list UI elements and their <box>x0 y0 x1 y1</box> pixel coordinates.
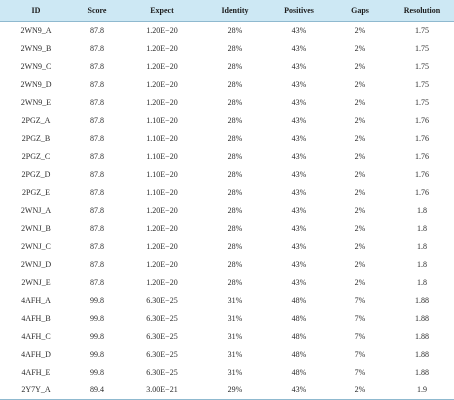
column-header-expect: Expect <box>122 0 202 21</box>
positives-cell: 43% <box>291 97 307 107</box>
column-header-gaps: Gaps <box>330 0 390 21</box>
score-cell: 87.8 <box>90 61 104 71</box>
positives-cell: 43% <box>291 205 307 215</box>
table-row <box>0 345 454 363</box>
score-cell: 99.8 <box>90 295 104 305</box>
resolution-cell: 1.88 <box>415 367 429 377</box>
identity-cell: 28% <box>227 43 243 53</box>
gaps-cell: 2% <box>354 205 366 215</box>
expect-cell: 1.20E−20 <box>146 79 178 89</box>
expect-cell: 1.20E−20 <box>146 205 178 215</box>
column-header-score: Score <box>72 0 122 21</box>
table-header <box>0 0 454 21</box>
gaps-cell: 2% <box>354 277 366 287</box>
identity-cell: 28% <box>227 79 243 89</box>
column-header-positives: Positives <box>268 0 330 21</box>
resolution-cell: 1.75 <box>415 43 429 53</box>
positives-cell: 43% <box>291 259 307 269</box>
resolution-cell: 1.8 <box>417 223 427 233</box>
resolution-cell: 1.76 <box>415 133 429 143</box>
score-cell: 87.8 <box>90 151 104 161</box>
gaps-cell: 7% <box>354 349 366 359</box>
id-cell: 4AFH_C <box>21 331 51 341</box>
identity-cell: 28% <box>227 277 243 287</box>
expect-cell: 1.10E−20 <box>146 169 178 179</box>
identity-cell: 28% <box>227 151 243 161</box>
positives-cell: 48% <box>291 295 307 305</box>
table-body <box>0 21 454 399</box>
score-cell: 87.8 <box>90 79 104 89</box>
expect-cell: 6.30E−25 <box>146 295 178 305</box>
gaps-cell: 2% <box>354 61 366 71</box>
resolution-cell: 1.8 <box>417 259 427 269</box>
id-cell: 4AFH_E <box>21 367 51 377</box>
resolution-cell: 1.76 <box>415 169 429 179</box>
score-cell: 87.8 <box>90 205 104 215</box>
id-cell: 2Y7Y_A <box>0 381 72 399</box>
id-cell: 2WN9_B <box>20 43 52 53</box>
table-row <box>0 291 454 309</box>
expect-cell: 1.20E−20 <box>146 97 178 107</box>
table-row <box>0 57 454 75</box>
table-row <box>0 147 454 165</box>
expect-cell: 6.30E−25 <box>146 331 178 341</box>
gaps-cell: 2% <box>354 187 366 197</box>
id-cell: 2WNJ_B <box>21 223 51 233</box>
expect-cell: 6.30E−25 <box>146 367 178 377</box>
gaps-cell: 2% <box>354 169 366 179</box>
positives-cell: 43% <box>291 115 307 125</box>
id-cell: 2PGZ_B <box>21 133 51 143</box>
positives-cell: 43% <box>291 187 307 197</box>
resolution-cell: 1.9 <box>390 381 454 399</box>
score-cell: 99.8 <box>90 349 104 359</box>
identity-cell: 28% <box>227 133 243 143</box>
score-cell: 87.8 <box>90 241 104 251</box>
table-row <box>0 201 454 219</box>
table-row <box>0 75 454 93</box>
id-cell: 4AFH_B <box>21 313 51 323</box>
positives-cell: 43% <box>291 25 307 35</box>
identity-cell: 28% <box>227 25 243 35</box>
column-header-identity: Identity <box>202 0 268 21</box>
positives-cell: 48% <box>291 313 307 323</box>
id-cell: 2WN9_A <box>20 25 52 35</box>
score-cell: 87.8 <box>90 277 104 287</box>
table-row <box>0 255 454 273</box>
identity-cell: 28% <box>227 259 243 269</box>
table-row <box>0 111 454 129</box>
score-cell: 87.8 <box>90 97 104 107</box>
expect-cell: 1.10E−20 <box>146 115 178 125</box>
gaps-cell: 7% <box>354 367 366 377</box>
id-cell: 2WNJ_D <box>20 259 52 269</box>
expect-cell: 1.10E−20 <box>146 151 178 161</box>
identity-cell: 31% <box>227 313 243 323</box>
gaps-cell: 7% <box>354 331 366 341</box>
id-cell: 4AFH_A <box>21 295 51 305</box>
positives-cell: 43% <box>291 277 307 287</box>
id-cell: 2WNJ_A <box>20 205 52 215</box>
table-row <box>0 237 454 255</box>
table-row <box>0 39 454 57</box>
score-cell: 87.8 <box>90 187 104 197</box>
positives-cell: 43% <box>291 43 307 53</box>
table-row <box>0 381 454 399</box>
gaps-cell: 7% <box>354 295 366 305</box>
column-header-id: ID <box>0 0 72 21</box>
positives-cell: 43% <box>268 381 330 399</box>
identity-cell: 31% <box>227 367 243 377</box>
identity-cell: 31% <box>227 331 243 341</box>
gaps-cell: 2% <box>354 25 366 35</box>
id-cell: 2WNJ_C <box>21 241 51 251</box>
score-cell: 99.8 <box>90 331 104 341</box>
identity-cell: 28% <box>227 61 243 71</box>
table-row <box>0 93 454 111</box>
positives-cell: 43% <box>291 241 307 251</box>
positives-cell: 43% <box>291 151 307 161</box>
resolution-cell: 1.8 <box>417 277 427 287</box>
table-row <box>0 309 454 327</box>
gaps-cell: 2% <box>354 151 366 161</box>
identity-cell: 28% <box>227 205 243 215</box>
expect-cell: 1.20E−20 <box>146 43 178 53</box>
gaps-cell: 2% <box>354 223 366 233</box>
expect-cell: 1.10E−20 <box>146 187 178 197</box>
identity-cell: 28% <box>227 223 243 233</box>
expect-cell: 1.20E−20 <box>146 61 178 71</box>
table-row <box>0 165 454 183</box>
id-cell: 2PGZ_E <box>22 187 50 197</box>
resolution-cell: 1.75 <box>415 79 429 89</box>
positives-cell: 43% <box>291 223 307 233</box>
score-cell: 87.8 <box>90 169 104 179</box>
gaps-cell: 2% <box>354 133 366 143</box>
positives-cell: 48% <box>291 331 307 341</box>
id-cell: 2PGZ_A <box>21 115 51 125</box>
expect-cell: 1.20E−20 <box>146 25 178 35</box>
gaps-cell: 2% <box>354 79 366 89</box>
resolution-cell: 1.76 <box>415 151 429 161</box>
expect-cell: 1.20E−20 <box>146 241 178 251</box>
score-cell: 87.8 <box>90 259 104 269</box>
resolution-cell: 1.75 <box>415 25 429 35</box>
id-cell: 2WN9_D <box>20 79 52 89</box>
positives-cell: 48% <box>291 367 307 377</box>
score-cell: 87.8 <box>90 43 104 53</box>
identity-cell: 29% <box>202 381 268 399</box>
resolution-cell: 1.75 <box>415 61 429 71</box>
score-cell: 87.8 <box>90 115 104 125</box>
score-cell: 89.4 <box>72 381 122 399</box>
positives-cell: 43% <box>291 133 307 143</box>
resolution-cell: 1.75 <box>415 97 429 107</box>
table-row <box>0 219 454 237</box>
gaps-cell: 2% <box>354 97 366 107</box>
resolution-cell: 1.76 <box>415 115 429 125</box>
id-cell: 2PGZ_D <box>21 169 51 179</box>
gaps-cell: 2% <box>354 259 366 269</box>
table-row <box>0 363 454 381</box>
expect-cell: 1.10E−20 <box>146 133 178 143</box>
gaps-cell: 2% <box>354 115 366 125</box>
id-cell: 2WN9_E <box>20 97 52 107</box>
identity-cell: 28% <box>227 169 243 179</box>
identity-cell: 31% <box>227 349 243 359</box>
score-cell: 87.8 <box>90 133 104 143</box>
identity-cell: 28% <box>227 187 243 197</box>
identity-cell: 28% <box>227 97 243 107</box>
score-cell: 99.8 <box>90 313 104 323</box>
resolution-cell: 1.88 <box>415 295 429 305</box>
id-cell: 2WN9_C <box>20 61 52 71</box>
table-row <box>0 129 454 147</box>
resolution-cell: 1.76 <box>415 187 429 197</box>
resolution-cell: 1.88 <box>415 349 429 359</box>
resolution-cell: 1.8 <box>417 241 427 251</box>
positives-cell: 43% <box>291 61 307 71</box>
table-row <box>0 183 454 201</box>
id-cell: 2PGZ_C <box>21 151 51 161</box>
gaps-cell: 7% <box>354 313 366 323</box>
table-row <box>0 327 454 345</box>
resolution-cell: 1.88 <box>415 331 429 341</box>
positives-cell: 43% <box>291 79 307 89</box>
resolution-cell: 1.8 <box>417 205 427 215</box>
gaps-cell: 2% <box>330 381 390 399</box>
resolution-cell: 1.88 <box>415 313 429 323</box>
header-row <box>0 0 454 21</box>
expect-cell: 6.30E−25 <box>146 313 178 323</box>
positives-cell: 48% <box>291 349 307 359</box>
score-cell: 87.8 <box>90 223 104 233</box>
identity-cell: 28% <box>227 241 243 251</box>
gaps-cell: 2% <box>354 241 366 251</box>
identity-cell: 31% <box>227 295 243 305</box>
id-cell: 4AFH_D <box>21 349 51 359</box>
score-cell: 99.8 <box>90 367 104 377</box>
score-cell: 87.8 <box>90 25 104 35</box>
table-row <box>0 273 454 291</box>
expect-cell: 6.30E−25 <box>146 349 178 359</box>
expect-cell: 1.20E−20 <box>146 223 178 233</box>
id-cell: 2WNJ_E <box>21 277 51 287</box>
gaps-cell: 2% <box>354 43 366 53</box>
expect-cell: 3.00E−21 <box>122 381 202 399</box>
positives-cell: 43% <box>291 169 307 179</box>
expect-cell: 1.20E−20 <box>146 259 178 269</box>
table-row <box>0 21 454 39</box>
column-header-resolution: Resolution <box>390 0 454 21</box>
expect-cell: 1.20E−20 <box>146 277 178 287</box>
identity-cell: 28% <box>227 115 243 125</box>
